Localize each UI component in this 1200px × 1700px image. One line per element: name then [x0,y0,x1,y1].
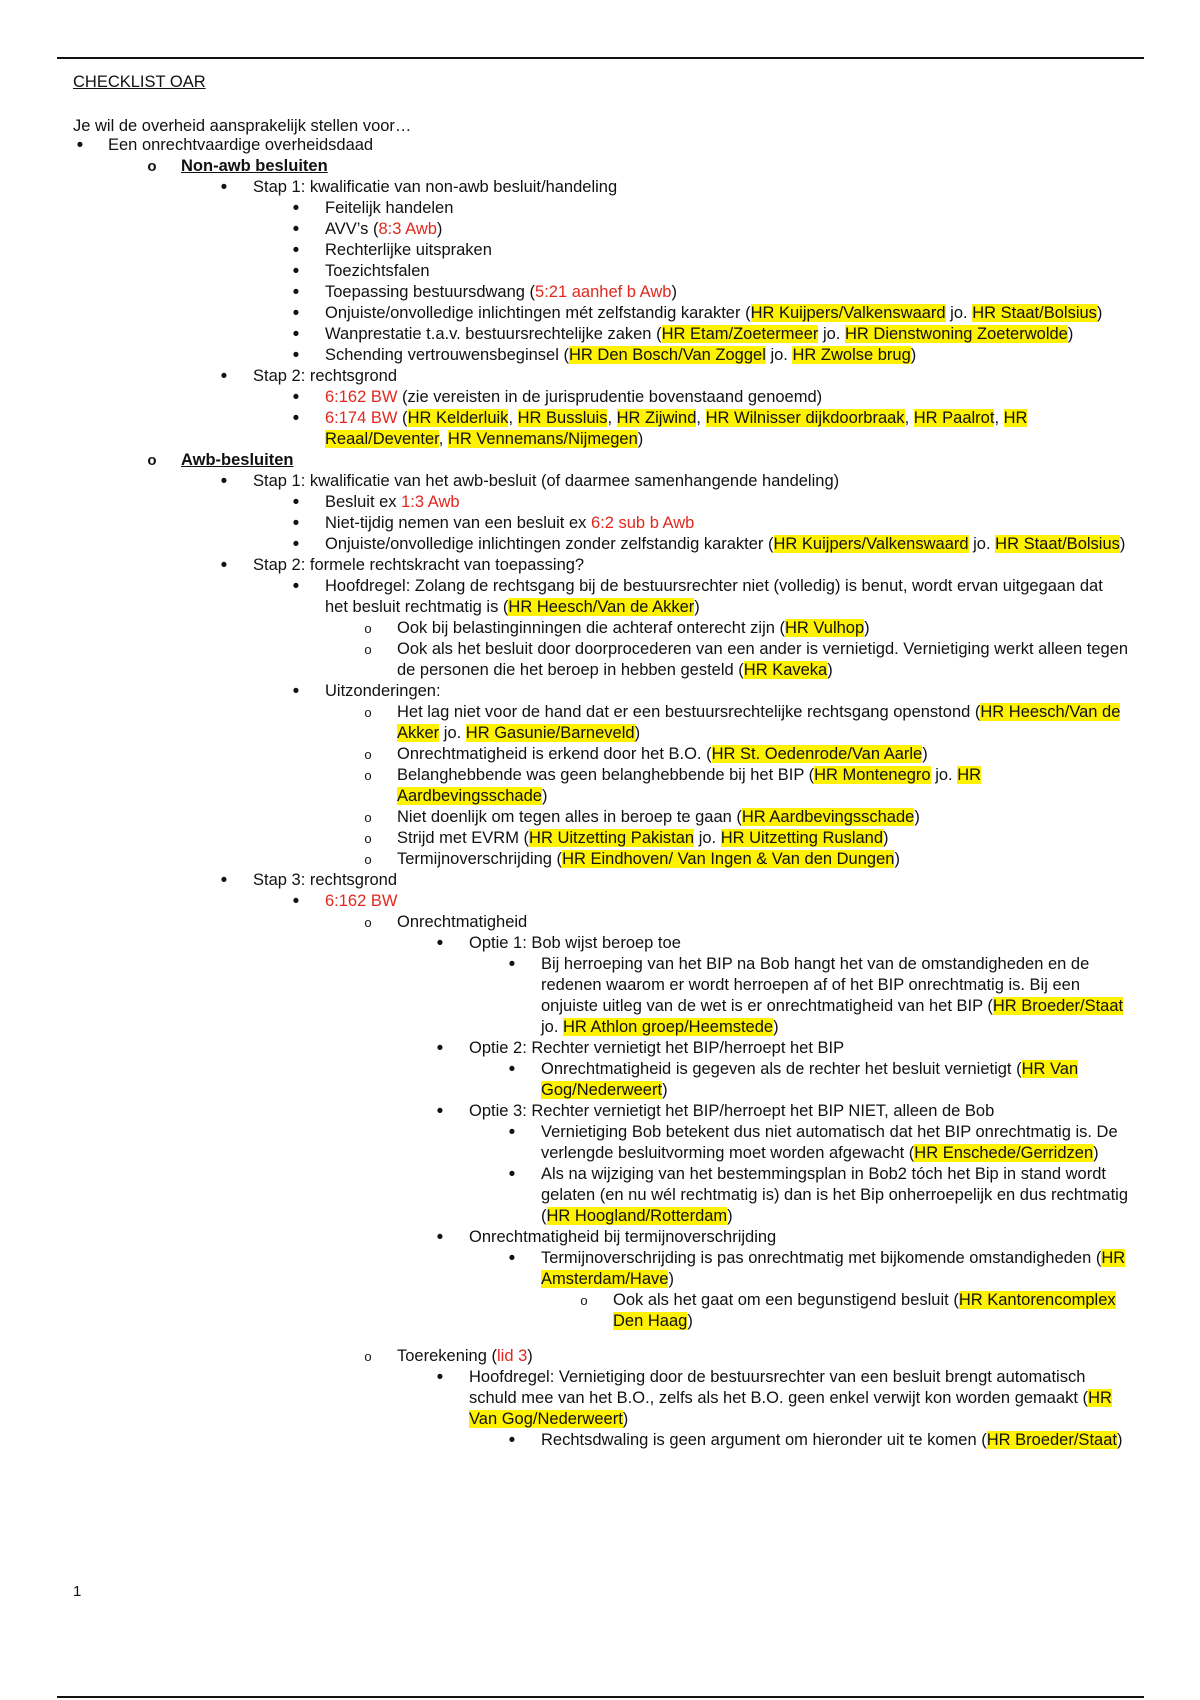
text-segment: jo. [930,766,958,784]
list-item-text [253,870,1130,891]
list-item-text [541,1122,1130,1164]
text-segment: Toezichtsfalen [325,262,430,280]
list-item-text [325,408,1130,450]
list-item-text [469,1038,1130,1059]
statute-reference: 6:2 sub b Awb [590,514,695,532]
list-item-text [253,366,1130,387]
text-segment: Uitzonderingen: [325,682,441,700]
bullet-disc-icon [288,513,304,535]
list-item [0,282,1200,303]
text-segment: jo. [541,1018,564,1036]
text-segment: (zie vereisten in de jurisprudentie bovenstaand genoemd) [397,388,823,406]
bullet-disc-icon [216,177,232,199]
text-segment: ) [727,1207,733,1225]
text-segment: ) [1116,1431,1123,1449]
list-item-text [253,555,1130,576]
case-reference: HR Gasunie/Barneveld [465,724,635,742]
text-segment: ) [1067,325,1074,343]
bullet-disc-icon [72,135,88,157]
text-segment: Ook als het besluit door doorprocederen van een ander is vernietigd. Vernietiging werkt alleen tegen de personen die het beroep in hebben gesteld ( [397,640,1129,679]
list-item [0,639,1200,681]
list-item [0,555,1200,576]
text-segment: Een onrechtvaardige overheidsdaad [108,136,374,154]
text-segment: ) [634,724,641,742]
case-reference: HR Aardbevingsschade [397,766,982,805]
list-item-text [613,1290,1130,1332]
list-item [0,765,1200,807]
list-item [0,933,1200,954]
list-item [0,870,1200,891]
list-item [0,534,1200,555]
text-segment: Wanprestatie t.a.v. bestuursrechtelijke zaken ( [325,325,662,343]
text-segment: ) [637,430,644,448]
case-reference: HR Dienstwoning Zoeterwolde [844,325,1068,343]
text-segment: Optie 3: Rechter vernietigt het BIP/herroept het BIP NIET, alleen de Bob [469,1102,995,1120]
bullet-circle-icon [576,1290,592,1311]
list-item [0,1227,1200,1248]
text-segment: Bij herroeping van het BIP na Bob hangt het van de omstandigheden en de redenen waarom er wordt herroepen af of het BIP onrechtmatig is. Bij een onjuiste uitleg van de wet is er onrechtmatigheid van het BIP ( [541,955,1090,1015]
case-reference: HR Heesch/Van de Akker [508,598,695,616]
text-segment: Niet doenlijk om tegen alles in beroep te gaan ( [397,808,742,826]
bullet-disc-icon [288,387,304,409]
list-item-text [397,765,1130,807]
bullet-disc-icon [504,1430,520,1452]
list-item [0,345,1200,366]
text-segment: ) [541,787,548,805]
list-item-text [541,954,1130,1038]
list-item-text [325,891,1130,912]
text-segment: Onjuiste/onvolledige inlichtingen zonder zelfstandig karakter ( [325,535,774,553]
text-segment: ) [671,283,677,301]
case-reference: HR Etam/Zoetermeer [661,325,819,343]
bullet-disc-icon [216,870,232,892]
list-item-text [253,177,1130,198]
list-item [0,1367,1200,1430]
list-item-text [469,933,1130,954]
text-segment: AVV’s ( [325,220,379,238]
checklist-body [0,135,1200,1451]
text-segment: jo. [694,829,721,847]
text-segment: ) [827,661,833,679]
list-item [0,492,1200,513]
list-item [0,1101,1200,1122]
case-reference: HR Kelderluik [407,409,509,427]
list-item [0,387,1200,408]
text-segment: , [696,409,706,427]
case-reference: HR Eindhoven/ Van Ingen & Van den Dungen [562,850,895,868]
case-reference: HR Aardbevingsschade [741,808,915,826]
bullet-circle-icon [144,156,160,177]
text-segment: jo. [818,325,845,343]
statute-reference: 8:3 Awb [378,220,437,238]
case-reference: HR Van Gog/Nederweert [541,1060,1079,1099]
text-segment: Feitelijk handelen [325,199,454,217]
list-item [0,1430,1200,1451]
text-segment: , [438,430,448,448]
list-item-text [325,513,1130,534]
text-segment: ) [883,829,889,847]
list-item-text [325,345,1130,366]
case-reference: HR Kuijpers/Valkenswaard [750,304,946,322]
list-item-text [253,471,1130,492]
list-item [0,954,1200,1038]
bullet-disc-icon [216,555,232,577]
list-item [0,849,1200,870]
text-segment: jo. [439,724,466,742]
text-segment: Onrechtmatigheid is gegeven als de rechter het besluit vernietigt ( [541,1060,1022,1078]
case-reference: HR Vulhop [784,619,865,637]
list-item [0,702,1200,744]
case-reference: HR Heesch/Van de Akker [397,703,1121,742]
list-item-text [181,450,1130,471]
text-segment: Ook bij belastinginningen die achteraf onterecht zijn ( [397,619,785,637]
case-reference: HR Vennemans/Nijmegen [447,430,638,448]
list-item [0,513,1200,534]
list-item [0,1038,1200,1059]
text-segment: Als na wijziging van het bestemmingsplan in Bob2 tóch het Bip in stand wordt gelaten (en nu wél rechtmatig is) dan is het Bip onherroepelijk en dus rechtmatig ( [541,1165,1128,1225]
case-reference: HR Montenegro [814,766,931,784]
text-segment: Rechterlijke uitspraken [325,241,492,259]
list-item-text [325,576,1130,618]
text-segment: jo. [968,535,996,553]
bullet-circle-icon [360,1346,376,1367]
bullet-disc-icon [432,933,448,955]
list-item [0,744,1200,765]
statute-reference: 5:21 aanhef b Awb [535,283,672,301]
bullet-disc-icon [288,408,304,430]
list-item [0,1164,1200,1227]
bullet-circle-icon [360,639,376,660]
list-item-text [325,534,1130,555]
case-reference: HR Kuijpers/Valkenswaard [773,535,969,553]
list-item [0,303,1200,324]
case-reference: HR Enschede/Gerridzen [914,1144,1094,1162]
case-reference: HR Kantorencomplex Den Haag [613,1291,1116,1330]
bullet-circle-icon [360,828,376,849]
case-reference: HR Broeder/Staat [992,997,1124,1015]
text-segment: ) [894,850,900,868]
bullet-disc-icon [432,1227,448,1249]
bullet-disc-icon [288,345,304,367]
list-item [0,1059,1200,1101]
bullet-disc-icon [288,282,304,304]
text-segment: Optie 2: Rechter vernietigt het BIP/herroept het BIP [469,1039,845,1057]
bullet-disc-icon [504,1248,520,1270]
list-item [0,618,1200,639]
text-segment: Onrechtmatigheid [397,913,528,931]
text-segment: Hoofdregel: Zolang de rechtsgang bij de bestuursrechter niet (volledig) is benut, wordt ervan uitgegaan dat het besluit rechtmatig is ( [325,577,1103,616]
statute-reference: 1:3 Awb [401,493,460,511]
text-segment: ) [1093,1144,1099,1162]
text-segment: , [904,409,914,427]
statute-reference: 6:162 BW [325,892,398,910]
text-segment: ) [910,346,917,364]
bottom-rule [57,1696,1144,1698]
list-item [0,828,1200,849]
bullet-disc-icon [288,219,304,241]
bullet-circle-icon [360,618,376,639]
list-item-text [469,1227,1130,1248]
text-segment: , [994,409,1004,427]
text-segment: , [508,409,518,427]
text-segment: Hoofdregel: Vernietiging door de bestuursrechter van een besluit brengt automatisch schuld mee van het B.O., zelfs als het B.O. geen enkel verwijt kon worden gemaakt ( [469,1368,1089,1407]
list-item-text [397,828,1130,849]
list-item-text [325,198,1130,219]
case-reference: HR Hoogland/Rotterdam [546,1207,728,1225]
text-segment: ( [397,409,408,427]
list-item-text [325,492,1130,513]
list-item-text [325,303,1130,324]
text-segment: Toerekening ( [397,1347,497,1365]
case-reference: HR Zwolse brug [792,346,911,364]
text-segment: Onrechtmatigheid is erkend door het B.O. ( [397,745,712,763]
list-item-text [541,1248,1130,1290]
list-item-text [541,1059,1130,1101]
list-item-text [108,135,1130,156]
list-item-text [325,261,1130,282]
bullet-circle-icon [360,849,376,870]
list-item [0,366,1200,387]
list-item-text [181,156,1130,177]
case-reference: HR Kaveka [743,661,828,679]
text-segment: Stap 2: formele rechtskracht van toepassing? [253,556,585,574]
case-reference: HR Van Gog/Nederweert [469,1389,1112,1428]
text-segment: ) [527,1347,533,1365]
bullet-disc-icon [288,198,304,220]
bullet-disc-icon [432,1101,448,1123]
list-item-text [397,639,1130,681]
list-item [0,219,1200,240]
case-reference: HR Den Bosch/Van Zoggel [568,346,766,364]
list-item [0,156,1200,177]
list-item [0,198,1200,219]
bullet-disc-icon [288,261,304,283]
intro-text: Je wil de overheid aansprakelijk stellen voor… [73,117,412,135]
list-item [0,1346,1200,1367]
case-reference: HR Uitzetting Pakistan [529,829,695,847]
list-item [0,324,1200,345]
section-heading: Awb-besluiten [181,451,294,469]
text-segment: ) [622,1410,629,1428]
text-segment: ) [922,745,928,763]
bullet-disc-icon [504,1059,520,1081]
bullet-disc-icon [288,303,304,325]
text-segment: ) [668,1270,674,1288]
bullet-disc-icon [288,576,304,598]
list-item-text [397,849,1130,870]
bullet-circle-icon [360,744,376,765]
bullet-disc-icon [504,1122,520,1144]
list-item [0,1122,1200,1164]
statute-reference: lid 3 [496,1347,528,1365]
text-segment: ) [864,619,870,637]
list-item-text [541,1164,1130,1227]
bullet-disc-icon [288,324,304,346]
bullet-circle-icon [360,807,376,828]
document-title: CHECKLIST OAR [73,73,206,91]
text-segment: Stap 3: rechtsgrond [253,871,398,889]
bullet-disc-icon [288,492,304,514]
case-reference: HR Zijwind [616,409,697,427]
text-segment: Rechtsdwaling is geen argument om hieronder uit te komen ( [541,1431,987,1449]
text-segment: jo. [945,304,973,322]
list-item [0,891,1200,912]
bullet-circle-icon [360,765,376,786]
statute-reference: 6:162 BW [325,388,398,406]
section-heading: Non-awb besluiten [181,157,328,175]
text-segment: ) [436,220,443,238]
list-item [0,681,1200,702]
list-item [0,450,1200,471]
text-segment: Termijnoverschrijding is pas onrechtmatig met bijkomende omstandigheden ( [541,1249,1102,1267]
case-reference: HR Reaal/Deventer [325,409,1028,448]
bullet-disc-icon [432,1038,448,1060]
text-segment: Besluit ex [325,493,402,511]
list-item-text [397,744,1130,765]
bullet-disc-icon [288,891,304,913]
text-segment: ) [1096,304,1103,322]
list-item-text [325,681,1130,702]
list-item-text [397,807,1130,828]
list-item [0,240,1200,261]
list-item [0,135,1200,156]
text-segment: Schending vertrouwensbeginsel ( [325,346,569,364]
list-item [0,1248,1200,1290]
list-item [0,261,1200,282]
text-segment: ) [694,598,700,616]
bullet-disc-icon [504,1164,520,1186]
bullet-disc-icon [216,366,232,388]
case-reference: HR Bussluis [517,409,608,427]
list-item-text [397,618,1130,639]
bullet-disc-icon [288,681,304,703]
text-segment: ) [662,1081,668,1099]
list-item-text [397,1346,1130,1367]
list-item-text [397,702,1130,744]
case-reference: HR St. Oedenrode/Van Aarle [711,745,923,763]
text-segment: Stap 1: kwalificatie van het awb-besluit (of daarmee samenhangende handeling) [253,472,840,490]
statute-reference: 6:174 BW [325,409,398,427]
text-segment: Ook als het gaat om een begunstigend besluit ( [613,1291,959,1309]
text-segment: Het lag niet voor de hand dat er een bestuursrechtelijke rechtsgang openstond ( [397,703,981,721]
case-reference: HR Athlon groep/Heemstede [563,1018,774,1036]
list-item-text [325,219,1130,240]
text-segment: Onjuiste/onvolledige inlichtingen mét zelfstandig karakter ( [325,304,751,322]
list-item [0,576,1200,618]
text-segment: Belanghebbende was geen belanghebbende bij het BIP ( [397,766,815,784]
page-number: 1 [73,1583,82,1600]
bullet-disc-icon [216,471,232,493]
top-rule [57,57,1144,59]
list-item [0,912,1200,933]
bullet-disc-icon [432,1367,448,1389]
text-segment: Vernietiging Bob betekent dus niet automatisch dat het BIP onrechtmatig is. De verlengde besluitvorming moet worden afgewacht ( [541,1123,1118,1162]
list-item [0,471,1200,492]
list-item-text [325,387,1130,408]
text-segment: Strijd met EVRM ( [397,829,530,847]
case-reference: HR Uitzetting Rusland [720,829,884,847]
case-reference: HR Wilnisser dijkdoorbraak [705,409,905,427]
bullet-disc-icon [288,240,304,262]
text-segment: , [607,409,617,427]
text-segment: Stap 1: kwalificatie van non-awb besluit/handeling [253,178,618,196]
text-segment: Termijnoverschrijding ( [397,850,563,868]
text-segment: ) [1119,535,1126,553]
case-reference: HR Staat/Bolsius [972,304,1097,322]
case-reference: HR Paalrot [913,409,995,427]
text-segment: Stap 2: rechtsgrond [253,367,398,385]
list-item [0,177,1200,198]
list-item-text [469,1367,1130,1430]
text-segment: Niet-tijdig nemen van een besluit ex [325,514,591,532]
list-item-text [325,240,1130,261]
text-segment: ) [914,808,920,826]
case-reference: HR Amsterdam/Have [541,1249,1126,1288]
list-item [0,1290,1200,1332]
bullet-circle-icon [360,912,376,933]
list-item-text [325,324,1130,345]
text-segment: jo. [765,346,793,364]
text-segment: Optie 1: Bob wijst beroep toe [469,934,681,952]
bullet-disc-icon [504,954,520,976]
bullet-disc-icon [288,534,304,556]
case-reference: HR Broeder/Staat [986,1431,1117,1449]
list-item [0,807,1200,828]
list-item-text [469,1101,1130,1122]
list-item-text [541,1430,1130,1451]
text-segment: ) [687,1312,693,1330]
bullet-circle-icon [144,450,160,471]
list-item-text [325,282,1130,303]
text-segment: Onrechtmatigheid bij termijnoverschrijding [469,1228,777,1246]
list-item-text [397,912,1130,933]
bullet-circle-icon [360,702,376,723]
text-segment: ) [773,1018,779,1036]
list-item [0,408,1200,450]
case-reference: HR Staat/Bolsius [995,535,1120,553]
text-segment: Toepassing bestuursdwang ( [325,283,536,301]
